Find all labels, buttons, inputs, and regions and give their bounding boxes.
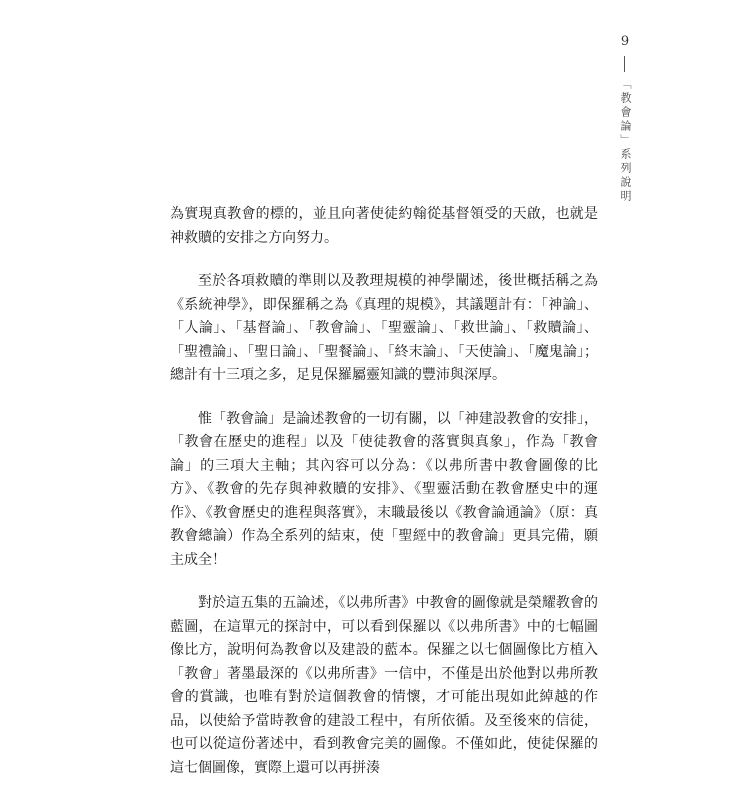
paragraph-1: 為實現真教會的標的，並且向著使徒約翰從基督領受的天啟，也就是神救贖的安排之方向努力。 bbox=[170, 206, 598, 246]
paragraph-2: 至於各項救贖的準則以及教理規模的神學闡述，後世概括稱之為《系統神學》，即保羅稱之為《真理的規模》，其議題計有：「神論」、「人論」、「基督論」、「教會論」、「聖靈論」、「救世論」、「救贖論」、「聖禮論」、「聖日論」、「聖餐論」、「終末論」、「天使論」、「魔鬼論」；總計有十三項之多，足見保羅屬靈知識的豐沛與深厚。 bbox=[170, 273, 598, 383]
header-rule bbox=[624, 56, 625, 72]
body-text bbox=[170, 203, 598, 800]
paragraph-4: 對於這五集的五論述，《以弗所書》中教會的圖像就是榮耀教會的藍圖，在這單元的探討中，可以看到保羅以《以弗所書》中的七幅圖像比方，說明何為教會以及建設的藍本。保羅之以七個圖像比方植入「教會」著墨最深的《以弗所書》一信中，不僅是出於他對以弗所教會的賞識，也唯有對於這個教會的情懷，才可能出現如此綽越的作品，以使給予當時教會的建設工程中，有所依循。及至後來的信徒，也可以從這份著述中，看到教會完美的圖像。不僅如此，使徒保羅的這七個圖像，實際上還可以再拼湊 bbox=[170, 595, 598, 776]
running-title: 「教會論」系列說明 bbox=[619, 78, 632, 204]
paragraph-3: 惟「教會論」是論述教會的一切有關，以「神建設教會的安排」，「教會在歷史的進程」以及「使徒教會的落實與真象」，作為「教會論」的三項大主軸；其內容可以分為：《以弗所書中教會圖像的比方》、《教會的先存與神救贖的安排》、《聖靈活動在教會歷史中的運作》、《教會歷史的進程與落實》，末職最後以《教會論通論》（原：真教會總論）作為全系列的結束，使「聖經中的教會論」更具完備，願主成全！ bbox=[170, 410, 598, 568]
page-number: 9 bbox=[620, 34, 630, 49]
